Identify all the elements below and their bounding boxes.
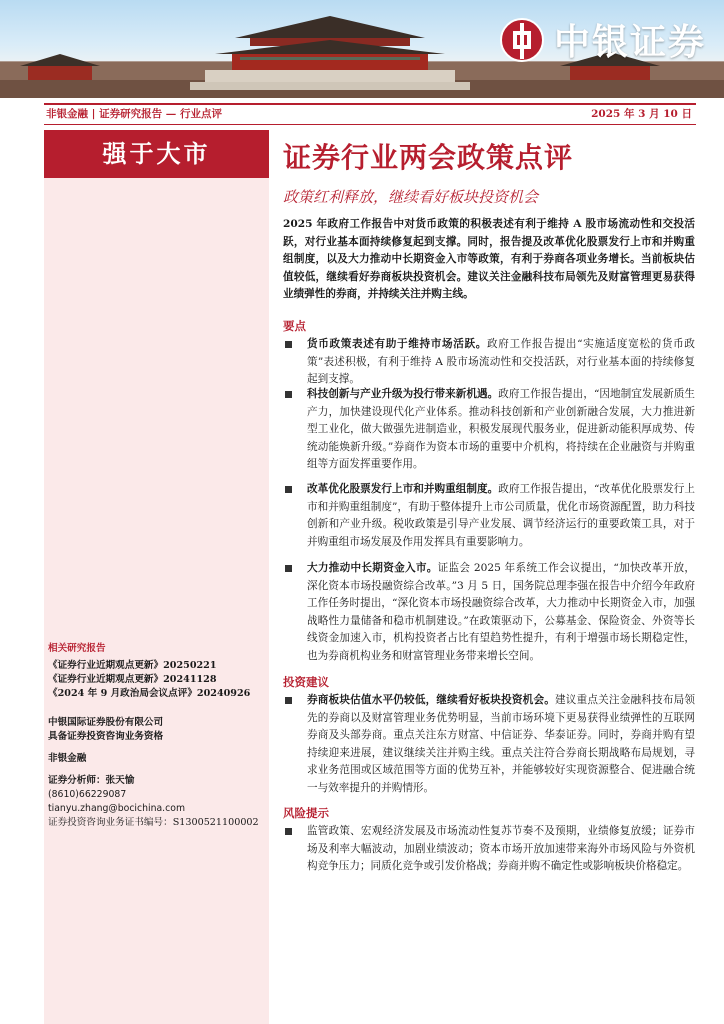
- point-body: 政府工作报告提出，“因地制宜发展新质生产力，加快建设现代化产业体系。推动科技创新和产业创新融合发展，大力推进新型工业化，做大做强先进制造业，积极发展现代服务业，促进新动能积厚成势、传统动能焕新升级。”券商作为资本市场的重要中介机构，将持续在企业融资与并购重组等方面发挥重要作用。: [307, 388, 696, 471]
- bullet-square-icon: [285, 828, 292, 835]
- bullet-square-icon: [285, 341, 292, 348]
- header-banner: [0, 0, 724, 98]
- advice-body: 建议重点关注金融科技布局领先的券商以及财富管理业务优势明显，当前市场环境下更易获得业绩弹性的互联网券商及头部券商。重点关注东方财富、中信证券、华泰证券。同时，券商并购有望持续迎来进展，建议继续关注并购主线。重点关注符合券商长期战略布局规划，寻求业务范围或区域范围等方面的优势互补，并能够较好实现资源整合、促进融合统一与效率提升的并购情形。: [307, 694, 696, 794]
- point-heading: 科技创新与产业升级为投行带来新机遇。: [307, 388, 499, 400]
- bullet-square-icon: [285, 565, 292, 572]
- section-advice: 投资建议: [283, 675, 329, 689]
- point-body: 政府工作报告提出“实施适度宽松的货币政策”表述积极，有利于维持 A 股市场流动性和交投活跃，对行业基本面的持续修复起到支撑。: [307, 338, 696, 386]
- industry-label: 非银金融: [48, 753, 87, 764]
- header-rule: [44, 103, 696, 105]
- analyst-name: 证券分析师：张天愉: [48, 775, 135, 786]
- certificate-number: 证券投资咨询业务证书编号：S1300521100002: [48, 817, 259, 828]
- page-title: 证券行业两会政策点评: [283, 141, 574, 174]
- header-rule-bottom: [44, 124, 696, 125]
- list-item: [283, 560, 695, 666]
- analyst-email: tianyu.zhang@bocichina.com: [48, 803, 185, 814]
- sidebar-panel: [44, 130, 269, 1024]
- related-report-item: 《2024 年 9 月政治局会议点评》20240926: [48, 688, 251, 699]
- point-body: 证监会 2025 年系统工作会议提出，“加快改革开放，深化资本市场投融资综合改革。”3 月 5 日，国务院总理李强在报告中介绍今年政府工作任务时提出，“深化资本市场投融资综合改革，大力推动中长期资金入市，加强战略性力量储备和稳市机制建设。”在政策驱动下，公募基金、保险资金、外资等长线资金加速入市，机构投资者占比有望趋势性提升，有利于增强市场长期稳定性，也为券商机构业务和财富管理业务带来增长空间。: [307, 562, 696, 662]
- risk-body: 监管政策、宏观经济发展及市场流动性复苏节奏不及预期，业绩修复放缓；证券市场及利率大幅波动，加剧业绩波动；资本市场开放加速带来海外市场风险与外资机构竞争压力；同质化竞争或引发价格战；券商并购不确定性或影响板块价格稳定。: [307, 825, 695, 873]
- point-body: 政府工作报告提出，“改革优化股票发行上市和并购重组制度”，有助于整体提升上市公司质量，优化市场资源配置，助力科技创新和产业升级。税收政策是引导产业发展、调节经济运行的重要政策工具，对于并购重组市场发展及作用发挥具有重要影响力。: [307, 483, 696, 548]
- logo-text: 中银证券: [553, 22, 706, 63]
- related-reports-title: 相关研究报告: [48, 643, 106, 654]
- related-report-item: 《证券行业近期观点更新》20250221: [48, 660, 217, 671]
- list-item: [283, 336, 695, 389]
- report-category: 非银金融 | 证券研究报告 — 行业点评: [46, 108, 222, 120]
- section-risk: 风险提示: [283, 806, 329, 820]
- bullet-square-icon: [285, 391, 292, 398]
- point-heading: 货币政策表述有助于维持市场活跃。: [307, 338, 488, 350]
- advice-heading: 券商板块估值水平仍较低，继续看好板块投资机会。: [307, 694, 556, 706]
- boc-logo-icon: [500, 18, 544, 62]
- company-logo: [500, 14, 706, 65]
- license-text: 具备证券投资咨询业务资格: [48, 731, 164, 742]
- related-report-item: 《证券行业近期观点更新》20241128: [48, 674, 217, 685]
- analyst-phone: (8610)66229087: [48, 789, 127, 800]
- company-name: 中银国际证券股份有限公司: [48, 717, 164, 728]
- list-item: [283, 386, 695, 474]
- page-subtitle: 政策红利释放，继续看好板块投资机会: [283, 188, 539, 206]
- bullet-square-icon: [285, 697, 292, 704]
- bullet-square-icon: [285, 486, 292, 493]
- list-item: [283, 692, 695, 798]
- point-heading: 改革优化股票发行上市和并购重组制度。: [307, 483, 499, 495]
- report-date: 2025 年 3 月 10 日: [591, 108, 692, 120]
- summary-paragraph: 2025 年政府工作报告中对货币政策的积极表述有利于维持 A 股市场流动性和交投活跃，对行业基本面持续修复起到支撑。同时，报告提及改革优化股票发行上市和并购重组制度，以及大力推动中长期资金入市等政策，有利于券商各项业务增长。当前板块估值较低，继续看好券商板块投资机会。建议关注金融科技布局领先及财富管理更易获得业绩弹性的券商，并持续关注并购主线。: [283, 218, 695, 301]
- list-item: [283, 823, 695, 876]
- point-heading: 大力推动中长期资金入市。: [307, 562, 438, 574]
- section-key-points: 要点: [283, 319, 306, 333]
- list-item: [283, 481, 695, 551]
- rating-badge: 强于大市: [44, 130, 269, 178]
